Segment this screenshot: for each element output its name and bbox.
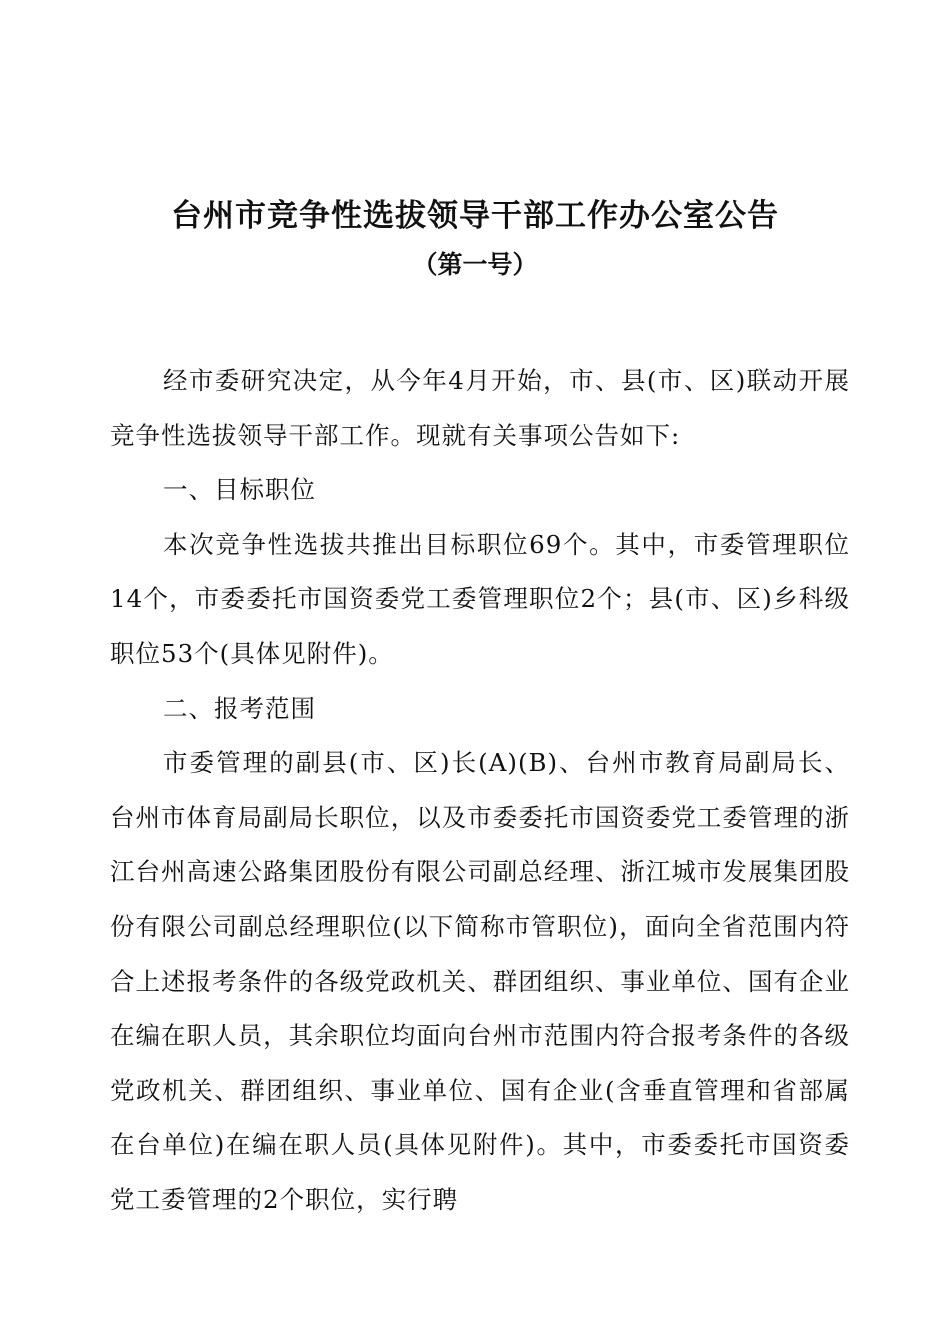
section-1-heading: 一、目标职位 <box>163 475 316 505</box>
section-2-paragraph: 市委管理的副县(市、区)长(A)(B)、台州市教育局副局长、台州市体育局副局长职位，以及市委委托市国资委党工委管理的浙江台州高速公路集团股份有限公司副总经理、浙江城市发展集团股份有限公司副总经理职位(以下简称市管职位)，面向全省范围内符合上述报考条件的各级党政机关、群团组织、事业单位、国有企业在编在职人员，其余职位均面向台州市范围内符合报考条件的各级党政机关、群团组织、事业单位、国有企业(含垂直管理和省部属在台单位)在编在职人员(具体见附件)。其中，市委委托市国资委党工委管理的2个职位，实行聘 <box>110 748 850 1214</box>
section-2-heading: 二、报考范围 <box>163 693 316 723</box>
document-subtitle: （第一号） <box>412 250 538 279</box>
document-title: 台州市竞争性选拔领导干部工作办公室公告 <box>171 198 779 234</box>
document-body <box>110 354 850 1228</box>
section-1-paragraph: 本次竞争性选拔共推出目标职位69个。其中，市委管理职位14个，市委委托市国资委党工委管理职位2个；县(市、区)乡科级职位53个(具体见附件)。 <box>110 529 850 668</box>
intro-paragraph: 经市委研究决定，从今年4月开始，市、县(市、区)联动开展竞争性选拔领导干部工作。现就有关事项公告如下: <box>110 366 850 450</box>
